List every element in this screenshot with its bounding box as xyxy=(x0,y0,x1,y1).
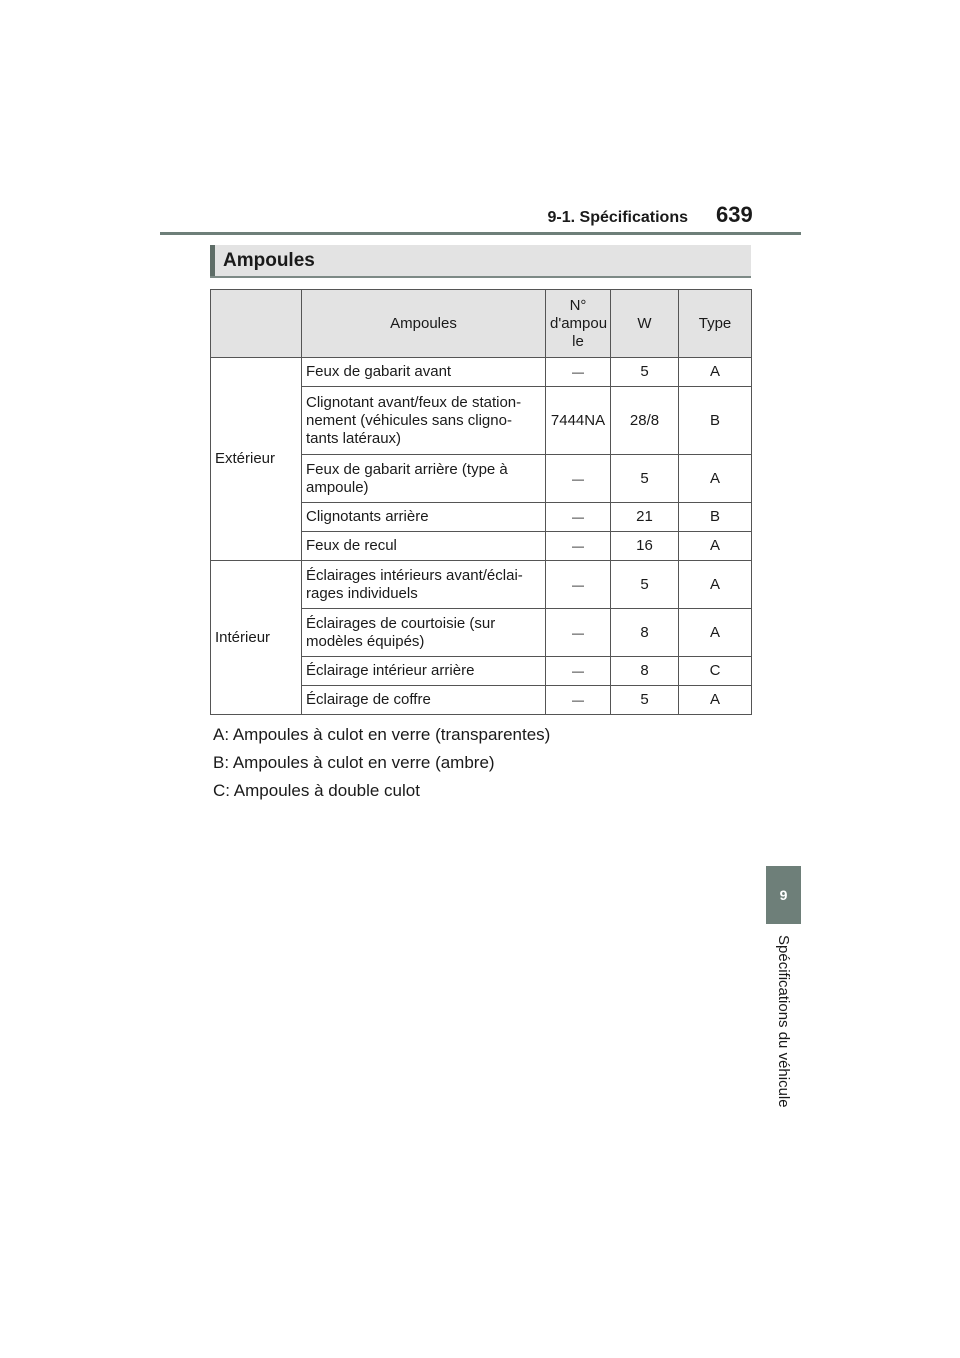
bulb-wattage: 5 xyxy=(611,358,679,387)
bulb-number: — xyxy=(546,657,611,686)
bulb-name: Clignotants arrière xyxy=(302,503,546,532)
legend-item-b: B: Ampoules à culot en verre (ambre) xyxy=(213,753,495,772)
bulb-name: Feux de gabarit arrière (type à ampoule) xyxy=(302,455,546,503)
bulb-name: Éclairages intérieurs avant/éclai- rages individuels xyxy=(302,561,546,609)
bulb-number: 7444NA xyxy=(546,387,611,455)
bulb-wattage: 5 xyxy=(611,686,679,715)
table-row xyxy=(211,561,752,609)
chapter-tab[interactable] xyxy=(766,866,801,924)
chapter-number: 9 xyxy=(779,887,788,903)
group-label-interior: Intérieur xyxy=(211,561,302,715)
heading-accent-bar xyxy=(210,245,215,276)
bulb-type: A xyxy=(679,532,752,561)
bulb-type: A xyxy=(679,455,752,503)
column-header-group xyxy=(211,290,302,358)
header-rule xyxy=(160,232,801,235)
section-heading xyxy=(210,245,751,278)
bulb-name: Éclairage intérieur arrière xyxy=(302,657,546,686)
legend-item-a: A: Ampoules à culot en verre (transparentes) xyxy=(213,725,551,744)
heading-title: Ampoules xyxy=(223,250,315,271)
column-header-bulbs: Ampoules xyxy=(302,290,546,358)
group-label-exterior: Extérieur xyxy=(211,358,302,561)
bulb-wattage: 16 xyxy=(611,532,679,561)
table-header-row xyxy=(211,290,752,358)
bulb-name: Feux de recul xyxy=(302,532,546,561)
legend-item-c: C: Ampoules à double culot xyxy=(213,781,420,800)
page-number: 639 xyxy=(716,202,753,227)
bulb-wattage: 5 xyxy=(611,561,679,609)
bulb-number: — xyxy=(546,455,611,503)
bulb-type: C xyxy=(679,657,752,686)
bulb-type: A xyxy=(679,609,752,657)
bulb-number: — xyxy=(546,561,611,609)
table-row xyxy=(211,358,752,387)
bulb-type: A xyxy=(679,561,752,609)
bulb-type: A xyxy=(679,686,752,715)
bulb-name: Éclairage de coffre xyxy=(302,686,546,715)
column-header-bulb-number: N° d'ampou le xyxy=(546,290,611,358)
bulb-number: — xyxy=(546,503,611,532)
bulb-wattage: 5 xyxy=(611,455,679,503)
type-legend xyxy=(213,721,550,805)
bulb-number: — xyxy=(546,609,611,657)
bulb-name: Feux de gabarit avant xyxy=(302,358,546,387)
bulbs-table xyxy=(210,289,752,715)
bulb-number: — xyxy=(546,532,611,561)
bulb-wattage: 8 xyxy=(611,657,679,686)
bulb-number: — xyxy=(546,358,611,387)
bulb-type: B xyxy=(679,503,752,532)
bulb-wattage: 21 xyxy=(611,503,679,532)
bulb-type: B xyxy=(679,387,752,455)
section-title: 9-1. Spécifications xyxy=(547,209,688,226)
bulb-name: Clignotant avant/feux de station- nement (véhicules sans cligno- tants latéraux) xyxy=(302,387,546,455)
column-header-watts: W xyxy=(611,290,679,358)
chapter-title: Spécifications du véhicule xyxy=(775,935,792,1108)
bulb-wattage: 28/8 xyxy=(611,387,679,455)
column-header-type: Type xyxy=(679,290,752,358)
bulb-name: Éclairages de courtoisie (sur modèles équipés) xyxy=(302,609,546,657)
bulb-type: A xyxy=(679,358,752,387)
bulb-wattage: 8 xyxy=(611,609,679,657)
bulb-number: — xyxy=(546,686,611,715)
